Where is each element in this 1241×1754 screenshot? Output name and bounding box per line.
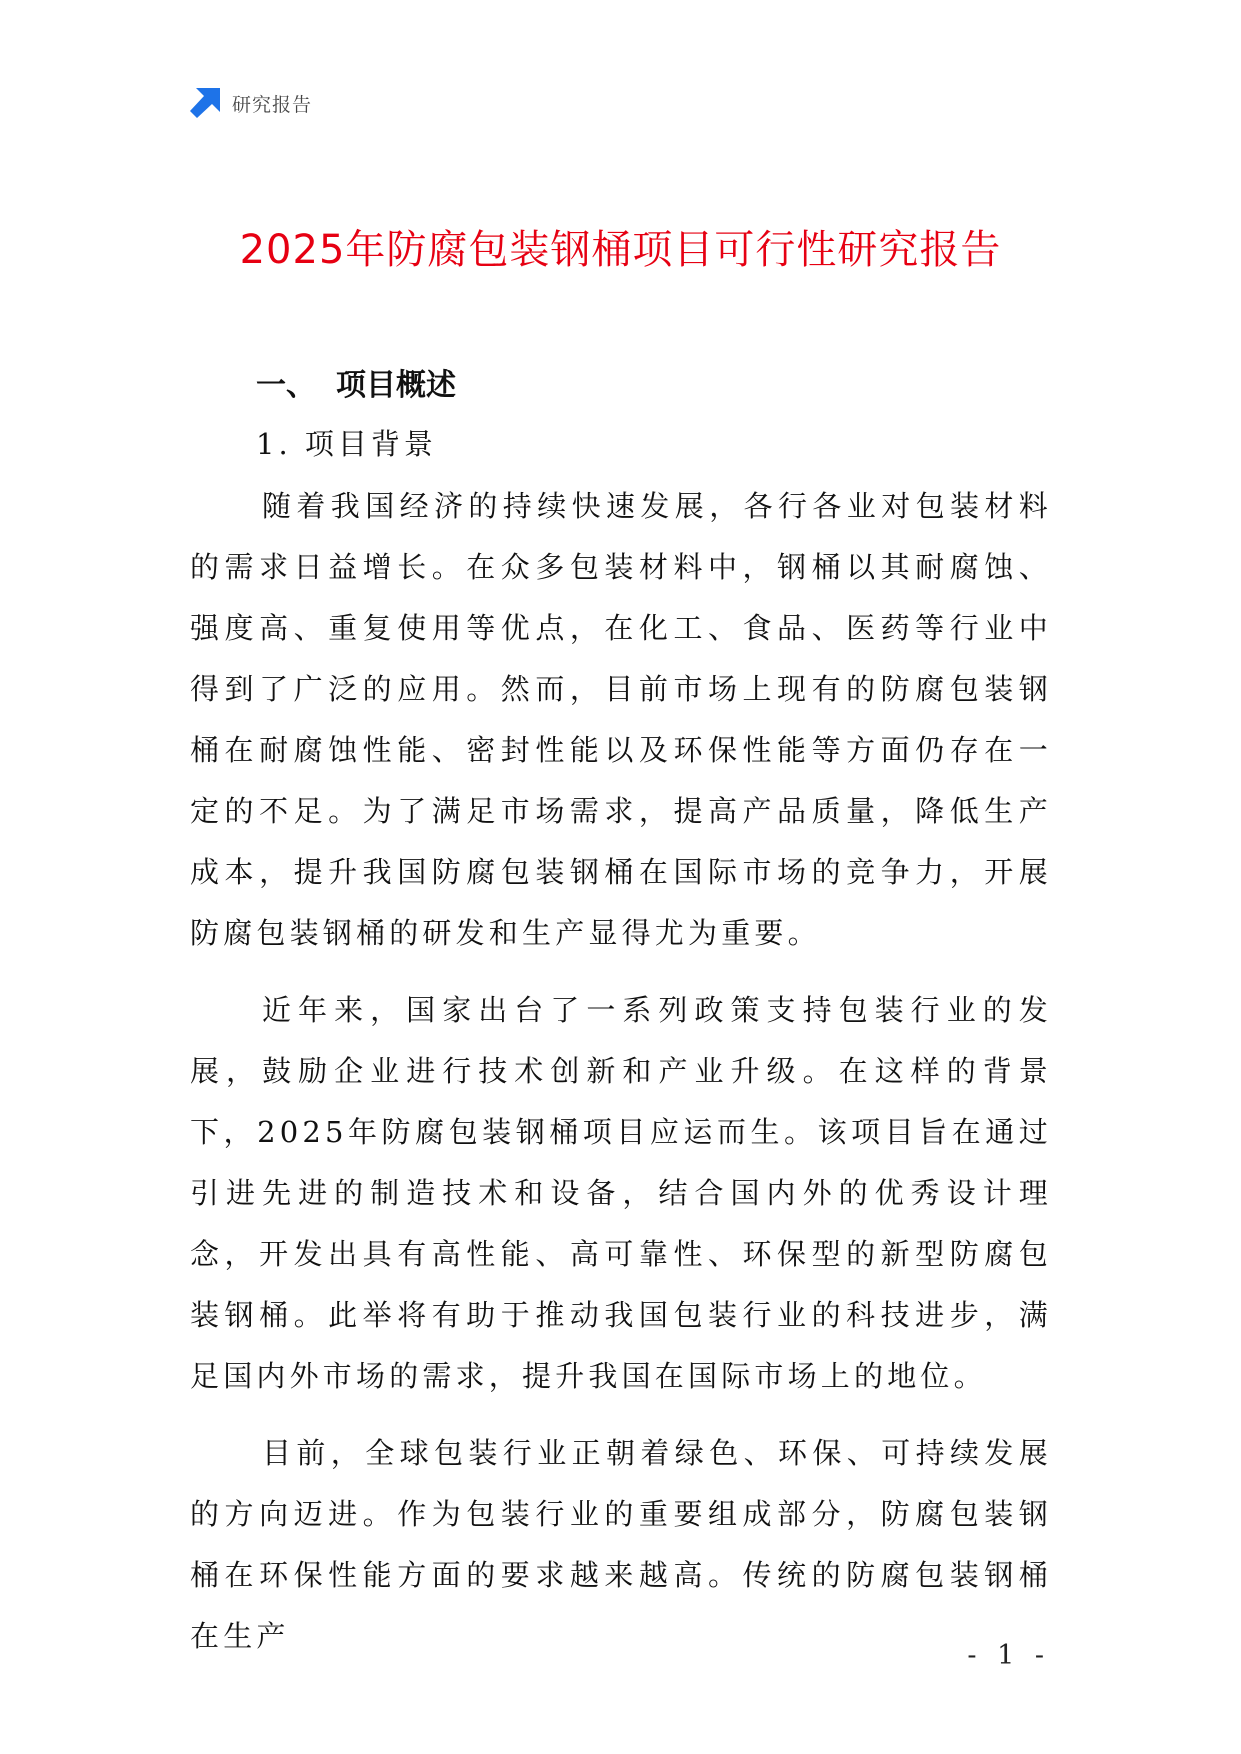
document-title: 2025年防腐包装钢桶项目可行性研究报告 [239, 227, 1002, 273]
section-heading [256, 360, 456, 404]
paragraph: 近年来，国家出台了一系列政策支持包装行业的发展，鼓励企业进行技术创新和产业升级。在这样的背景下，2025年防腐包装钢桶项目应运而生。该项目旨在通过引进先进的制造技术和设备，结合国内外的优秀设计理念，开发出具有高性能、高可靠性、环保型的新型防腐包装钢桶。此举将有助于推动我国包装行业的科技进步，满足国内外市场的需求，提升我国在国际市场上的地位。 [190, 993, 1052, 1393]
page-number: - 1 - [967, 1640, 1050, 1671]
paragraph: 目前，全球包装行业正朝着绿色、环保、可持续发展的方向迈进。作为包装行业的重要组成部分，防腐包装钢桶在环保性能方面的要求越来越高。传统的防腐包装钢桶在生产 [190, 1436, 1052, 1653]
body-text [190, 476, 1052, 1683]
section-title: 项目概述 [336, 368, 456, 403]
page-header [190, 88, 312, 118]
paragraph: 随着我国经济的持续快速发展，各行各业对包装材料的需求日益增长。在众多包装材料中，钢桶以其耐腐蚀、强度高、重复使用等优点，在化工、食品、医药等行业中得到了广泛的应用。然而，目前市场上现有的防腐包装钢桶在耐腐蚀性能、密封性能以及环保性能等方面仍存在一定的不足。为了满足市场需求，提高产品质量，降低生产成本，提升我国防腐包装钢桶在国际市场的竞争力，开展防腐包装钢桶的研发和生产显得尤为重要。 [190, 489, 1052, 950]
section-number: 一、 [256, 368, 316, 403]
subsection-heading: 1. 项目背景 [256, 427, 437, 461]
arrow-up-right-icon [190, 88, 220, 118]
header-label: 研究报告 [232, 93, 313, 116]
